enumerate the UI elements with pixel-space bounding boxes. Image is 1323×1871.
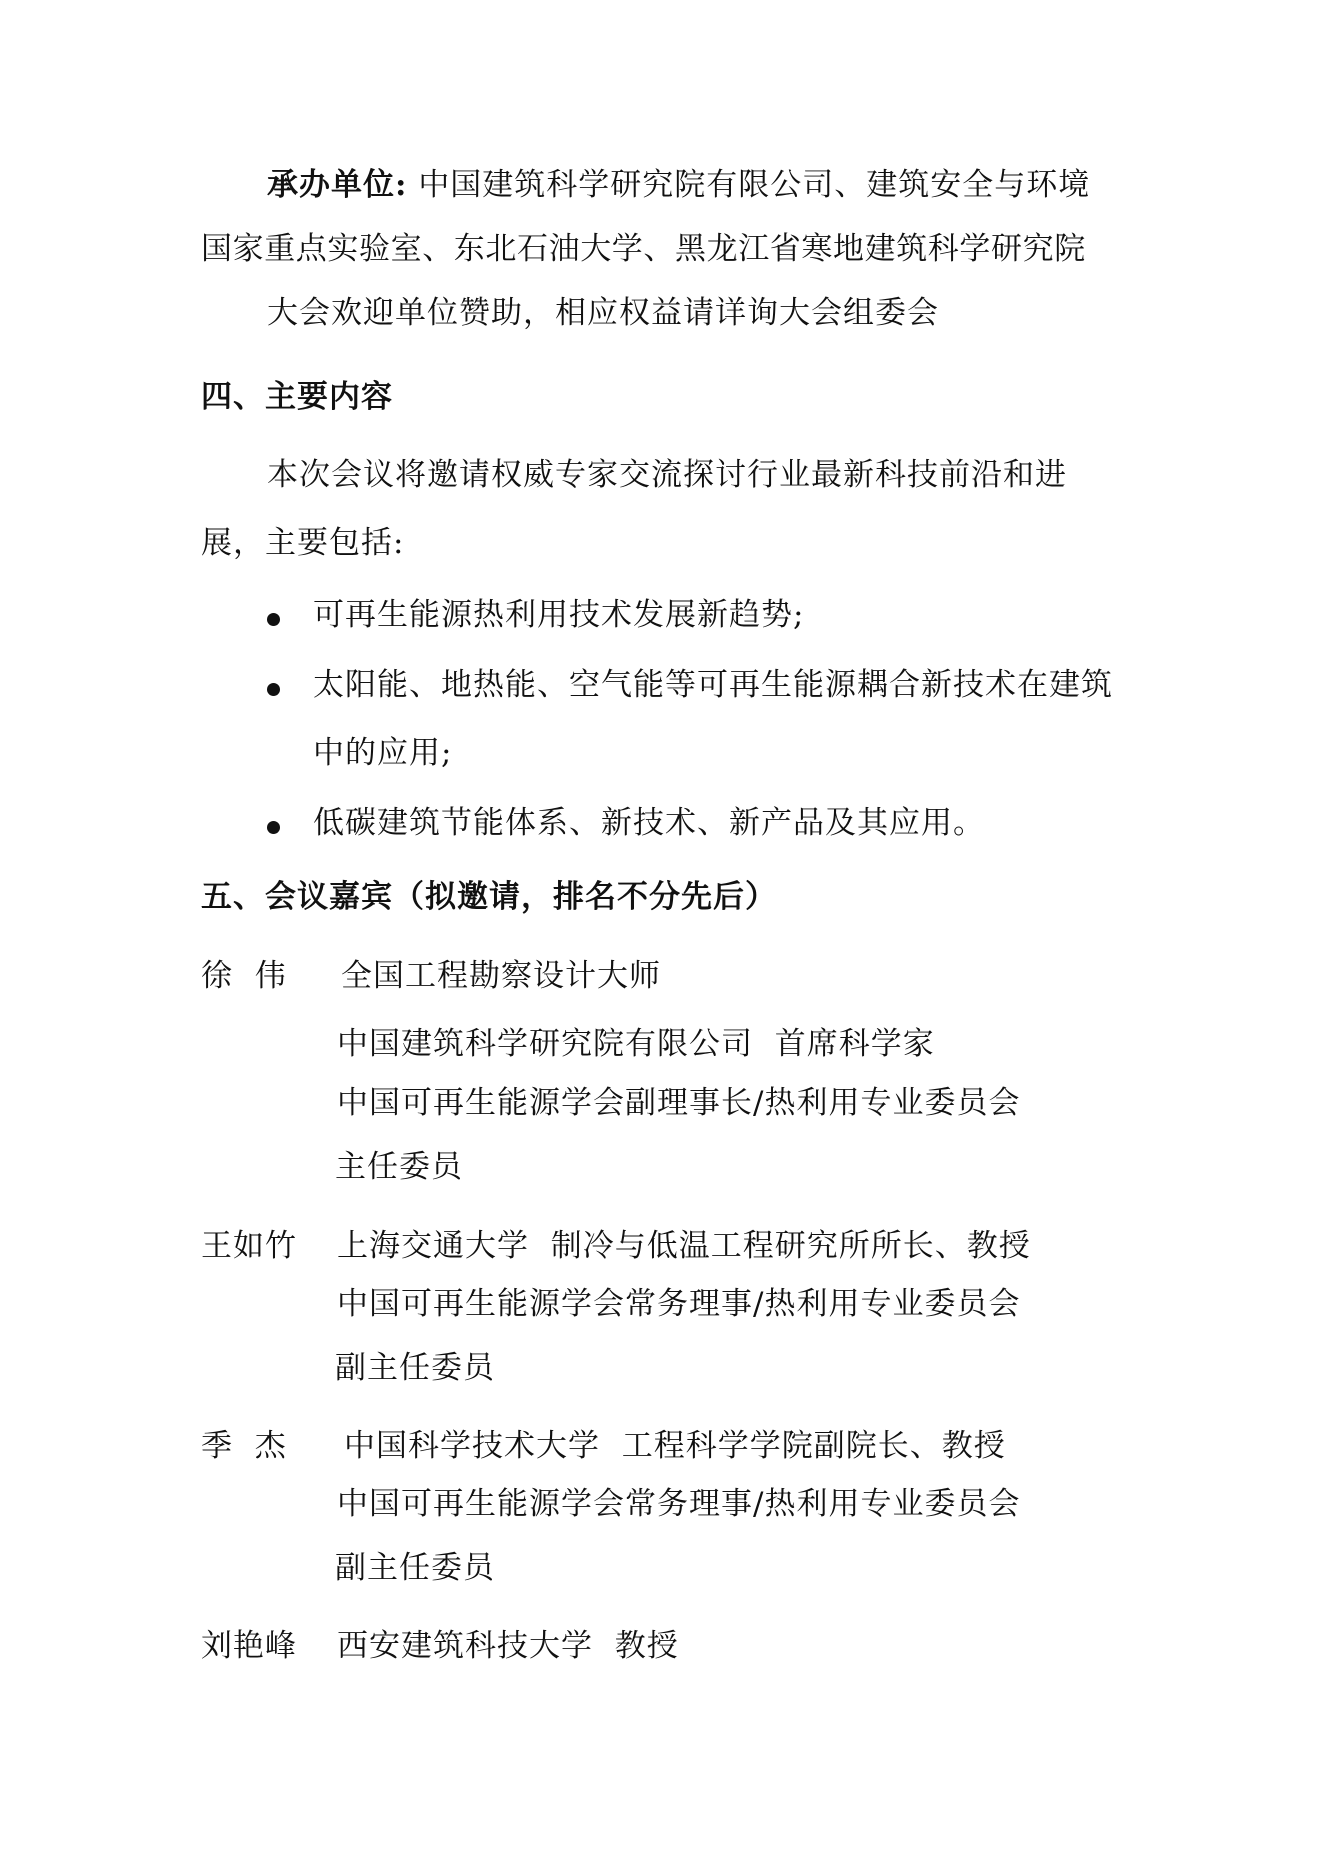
organizer-line-2: 国家重点实验室、东北石油大学、黑龙江省寒地建筑科学研究院 [201, 231, 1086, 267]
section-4-intro-line-2: 展，主要包括: [201, 525, 405, 561]
bullet-item-2-line-1: 太阳能、地热能、空气能等可再生能源耦合新技术在建筑 [313, 667, 1113, 703]
guest-title-line: 中国建筑科学研究院有限公司 首席科学家 [337, 1026, 935, 1062]
bullet-item-2-line-2: 中的应用; [313, 735, 453, 771]
guest-title-line: 主任委员 [335, 1149, 463, 1185]
sponsor-note: 大会欢迎单位赞助，相应权益请详询大会组委会 [267, 295, 939, 331]
guest-title-line: 中国可再生能源学会副理事长/热利用专业委员会 [337, 1085, 1021, 1121]
bullet-dot-icon [267, 821, 280, 834]
guest-title-line: 中国科学技术大学 工程科学学院副院长、教授 [344, 1428, 1006, 1464]
organizer-paragraph [267, 165, 1090, 205]
guest-title-line: 西安建筑科技大学 教授 [337, 1628, 679, 1664]
bullet-dot-icon [267, 613, 280, 626]
guest-title-line: 中国可再生能源学会常务理事/热利用专业委员会 [337, 1286, 1021, 1322]
organizer-label: 承办单位: [267, 167, 408, 203]
guest-name: 王如竹 [201, 1228, 297, 1264]
guest-name: 刘艳峰 [201, 1628, 297, 1664]
guest-name: 季 杰 [201, 1428, 287, 1464]
guest-title-line: 全国工程勘察设计大师 [341, 958, 661, 994]
bullet-item-1: 可再生能源热利用技术发展新趋势; [313, 597, 805, 633]
guest-title-line: 中国可再生能源学会常务理事/热利用专业委员会 [337, 1486, 1021, 1522]
section-5-heading: 五、会议嘉宾（拟邀请，排名不分先后） [201, 879, 777, 915]
guest-title-line: 上海交通大学 制冷与低温工程研究所所长、教授 [337, 1228, 1031, 1264]
section-4-intro-line-1: 本次会议将邀请权威专家交流探讨行业最新科技前沿和进 [267, 457, 1067, 493]
organizer-line-1: 中国建筑科学研究院有限公司、建筑安全与环境 [418, 167, 1091, 203]
bullet-dot-icon [267, 683, 280, 696]
section-4-heading: 四、主要内容 [201, 379, 393, 415]
guest-title-line: 副主任委员 [335, 1350, 495, 1386]
guest-name: 徐 伟 [201, 958, 287, 994]
guest-title-line: 副主任委员 [335, 1550, 495, 1586]
bullet-item-3: 低碳建筑节能体系、新技术、新产品及其应用。 [313, 805, 985, 841]
